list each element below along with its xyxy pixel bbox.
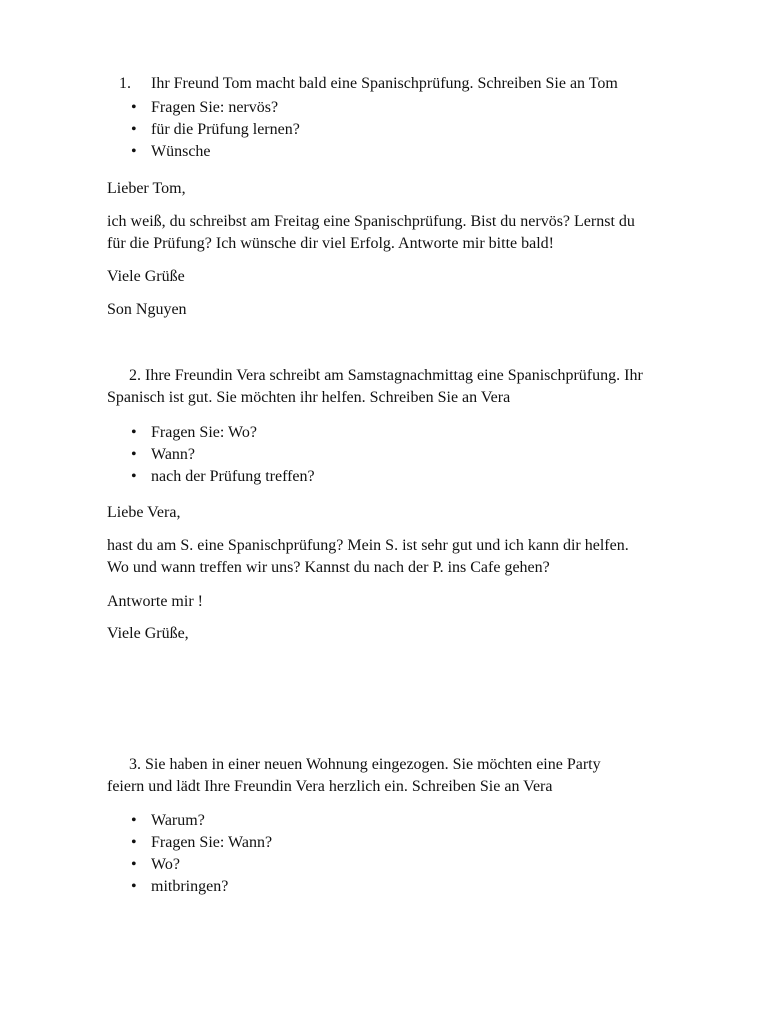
task1-body-line1: ich weiß, du schreibst am Freitag eine Spanischprüfung. Bist du nervös? Lernst du	[107, 213, 635, 230]
task1-signature: Son Nguyen	[107, 301, 187, 318]
list-item: • Wünsche	[107, 141, 707, 163]
task1-number: 1.	[119, 75, 131, 92]
list-item: • mitbringen?	[107, 876, 707, 898]
task2-prompt-line1: 2. Ihre Freundin Vera schreibt am Samstagnachmittag eine Spanischprüfung. Ihr	[129, 367, 643, 384]
task1-prompt	[107, 73, 707, 95]
task2-body-line2: Wo und wann treffen wir uns? Kannst du nach der P. ins Cafe gehen?	[107, 559, 550, 576]
list-item: • Wann?	[107, 444, 707, 466]
task2-body-line1: hast du am S. eine Spanischprüfung? Mein S. ist sehr gut und ich kann dir helfen.	[107, 537, 629, 554]
list-item: • für die Prüfung lernen?	[107, 119, 707, 141]
task3-prompt-line1: 3. Sie haben in einer neuen Wohnung eingezogen. Sie möchten eine Party	[129, 756, 601, 773]
task1-bullet-list	[107, 97, 707, 163]
list-item: • Fragen Sie: Wo?	[107, 422, 707, 444]
task1-body-line2: für die Prüfung? Ich wünsche dir viel Erfolg. Antworte mir bitte bald!	[107, 235, 554, 252]
task1-greeting: Lieber Tom,	[107, 180, 186, 197]
list-item: • Warum?	[107, 810, 707, 832]
task2-bullet-list	[107, 422, 707, 488]
list-item: • Fragen Sie: nervös?	[107, 97, 707, 119]
list-item: • Fragen Sie: Wann?	[107, 832, 707, 854]
task3-bullet-list	[107, 810, 707, 898]
task2-prompt-line2: Spanisch ist gut. Sie möchten ihr helfen. Schreiben Sie an Vera	[107, 389, 511, 406]
list-item: • nach der Prüfung treffen?	[107, 466, 707, 488]
task2-request: Antworte mir !	[107, 593, 203, 610]
list-item: • Wo?	[107, 854, 707, 876]
task1-prompt-text: Ihr Freund Tom macht bald eine Spanischprüfung. Schreiben Sie an Tom	[151, 75, 618, 92]
task1-closing: Viele Grüße	[107, 268, 185, 285]
task2-closing: Viele Grüße,	[107, 625, 189, 642]
task3-prompt-line2: feiern und lädt Ihre Freundin Vera herzlich ein. Schreiben Sie an Vera	[107, 778, 553, 795]
task2-greeting: Liebe Vera,	[107, 504, 181, 521]
